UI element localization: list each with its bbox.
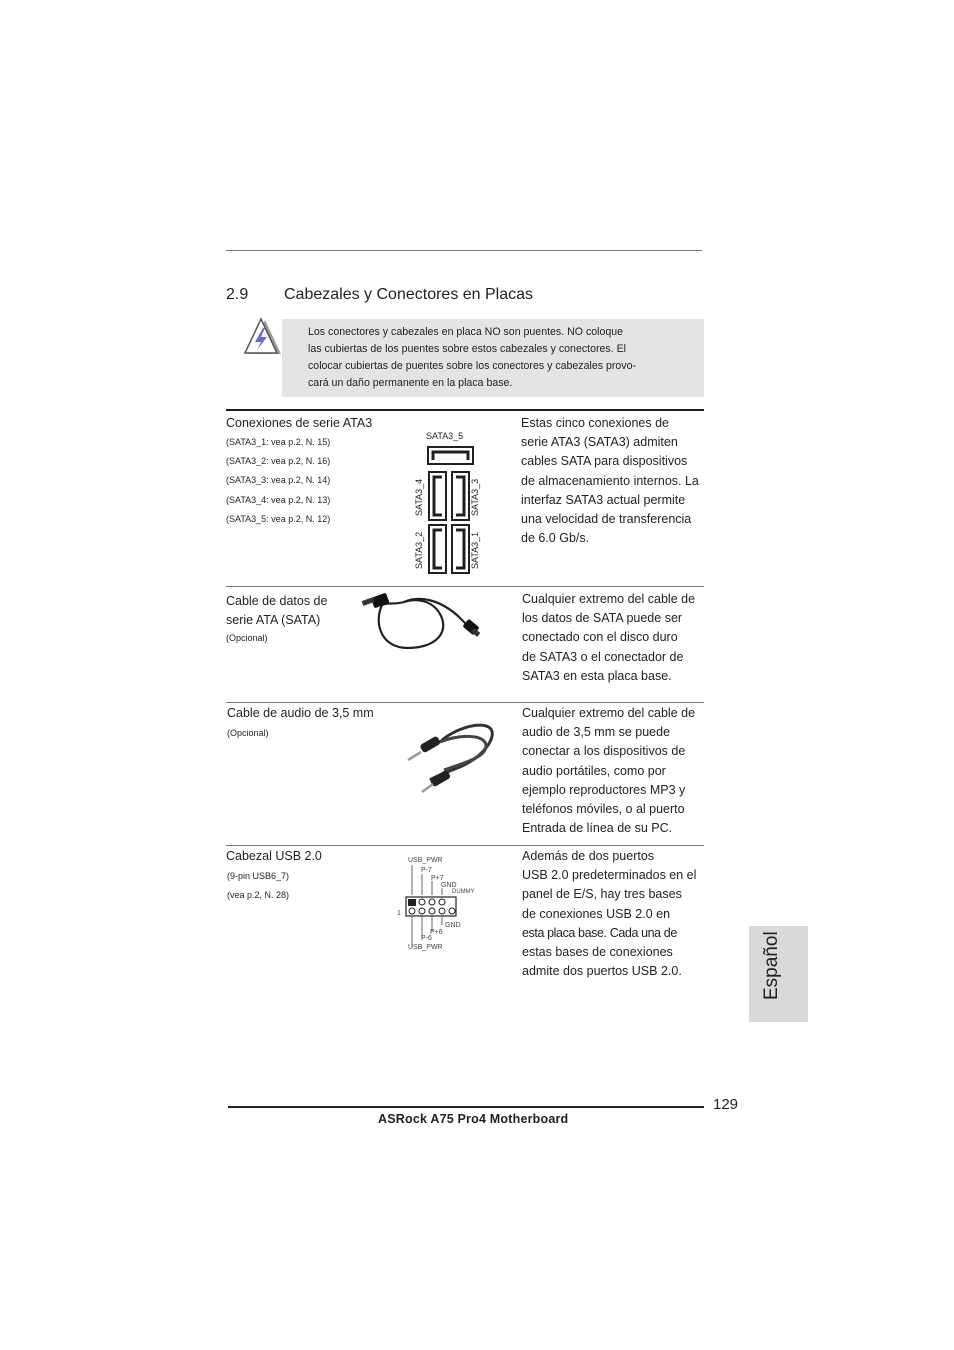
sata3-2-label: SATA3_2	[414, 531, 424, 569]
usb-label: P+7	[431, 875, 444, 882]
row-divider	[226, 409, 704, 411]
sata3-1-label: SATA3_1	[470, 531, 480, 569]
audio-cable-description	[522, 704, 708, 838]
usb-label: GND	[441, 882, 457, 889]
sata3-note: (SATA3_5: vea p.2, N. 12)	[226, 514, 331, 524]
warning-text	[308, 324, 659, 392]
sata3-note: (SATA3_4: vea p.2, N. 13)	[226, 495, 331, 505]
usb-header-description	[522, 847, 708, 981]
desc-line: de SATA3 o el conectador de	[522, 649, 684, 664]
page-number: 129	[713, 1096, 739, 1113]
sata3-3-label: SATA3_3	[470, 478, 480, 516]
desc-line: USB 2.0 predeterminados en el	[522, 868, 697, 883]
desc-line: una velocidad de transferencia	[521, 512, 692, 527]
usb-label: GND	[445, 922, 461, 929]
header-rule	[226, 250, 702, 251]
usb-label: P-7	[421, 867, 432, 874]
warning-line: colocar cubiertas de puentes sobre los conectores y cabezales provo-	[308, 360, 636, 372]
usb-header-note: (vea p.2, N. 28)	[227, 890, 290, 900]
audio-cable-note: (Opcional)	[227, 728, 269, 738]
desc-line: Cualquier extremo del cable de	[522, 592, 696, 606]
sata3-connector-diagram	[412, 440, 492, 580]
sata3-5-label: SATA3_5	[426, 431, 464, 441]
desc-line: estas bases de conexiones	[522, 945, 673, 960]
desc-line: de 6.0 Gb/s.	[521, 531, 590, 546]
sata-cable-title-line: Cable de datos de	[226, 594, 328, 608]
desc-line: serie ATA3 (SATA3) admiten	[521, 435, 678, 450]
usb-label: DUMMY	[452, 889, 475, 895]
warning-line: las cubiertas de los puentes sobre estos cabezales y conectores. El	[308, 343, 626, 355]
sata-cable-title-line: serie ATA (SATA)	[226, 613, 321, 627]
audio-cable-image	[400, 712, 500, 800]
desc-line: SATA3 en esta placa base.	[522, 668, 672, 683]
sata-cable-title	[226, 592, 327, 630]
warning-triangle-lightning-icon	[239, 316, 283, 360]
desc-line: interfaz SATA3 actual permite	[521, 492, 686, 507]
desc-line: Cualquier extremo del cable de	[522, 706, 696, 720]
sata3-note: (SATA3_2: vea p.2, N. 16)	[226, 456, 331, 466]
desc-line: teléfonos móviles, o al puerto	[522, 802, 685, 817]
warning-line: cará un daño permanente en la placa base.	[308, 377, 513, 389]
desc-line: cables SATA para dispositivos	[521, 454, 688, 469]
language-tab-label: Español	[761, 931, 782, 1000]
desc-line: conectar a los dispositivos de	[522, 744, 686, 759]
sata3-note: (SATA3_1: vea p.2, N. 15)	[226, 437, 331, 447]
usb-pin-grid	[396, 855, 486, 955]
usb-label: P+6	[430, 929, 443, 936]
desc-line: conectado con el disco duro	[522, 630, 678, 645]
usb-label: P-6	[421, 935, 432, 942]
desc-line: de conexiones USB 2.0 en	[522, 906, 671, 921]
usb-label: USB_PWR	[408, 857, 443, 864]
desc-line: Estas cinco conexiones de	[521, 416, 670, 430]
footer-rule	[228, 1106, 704, 1108]
usb-header-diagram	[396, 855, 486, 955]
footer-text: ASRock A75 Pro4 Motherboard	[378, 1112, 569, 1126]
desc-line: ejemplo reproductores MP3 y	[522, 782, 686, 797]
section-number: 2.9	[226, 286, 249, 303]
desc-line: Entrada de línea de su PC.	[522, 821, 673, 836]
usb-header-title: Cabezal USB 2.0	[226, 849, 322, 863]
desc-line: admite dos puertos USB 2.0.	[522, 964, 682, 979]
sata-cable-note: (Opcional)	[226, 633, 268, 643]
row-divider	[226, 845, 704, 846]
usb-header-note: (9-pin USB6_7)	[227, 871, 290, 881]
desc-line: esta placa base. Cada una de	[522, 925, 677, 940]
sata3-4-label: SATA3_4	[414, 478, 424, 516]
audio-cable-title: Cable de audio de 3,5 mm	[227, 706, 374, 720]
warning-line: Los conectores y cabezales en placa NO son puentes. NO coloque	[308, 326, 624, 338]
usb-label: 1	[397, 910, 401, 917]
sata-cable-image	[360, 590, 485, 662]
row-divider	[226, 586, 704, 587]
desc-line: audio de 3,5 mm se puede	[522, 725, 671, 740]
sata3-title: Conexiones de serie ATA3	[226, 416, 373, 430]
desc-line: los datos de SATA puede ser	[522, 611, 683, 626]
desc-line: Además de dos puertos	[522, 849, 655, 863]
desc-line: de almacenamiento internos. La	[521, 473, 699, 488]
desc-line: audio portátiles, como por	[522, 763, 666, 778]
desc-line: panel de E/S, hay tres bases	[522, 887, 682, 902]
usb-label: USB_PWR	[408, 944, 443, 951]
row-divider	[226, 702, 704, 703]
sata3-description	[521, 414, 707, 548]
sata-cable-description	[522, 590, 708, 686]
section-title: Cabezales y Conectores en Placas	[284, 286, 534, 303]
sata3-note: (SATA3_3: vea p.2, N. 14)	[226, 475, 331, 485]
